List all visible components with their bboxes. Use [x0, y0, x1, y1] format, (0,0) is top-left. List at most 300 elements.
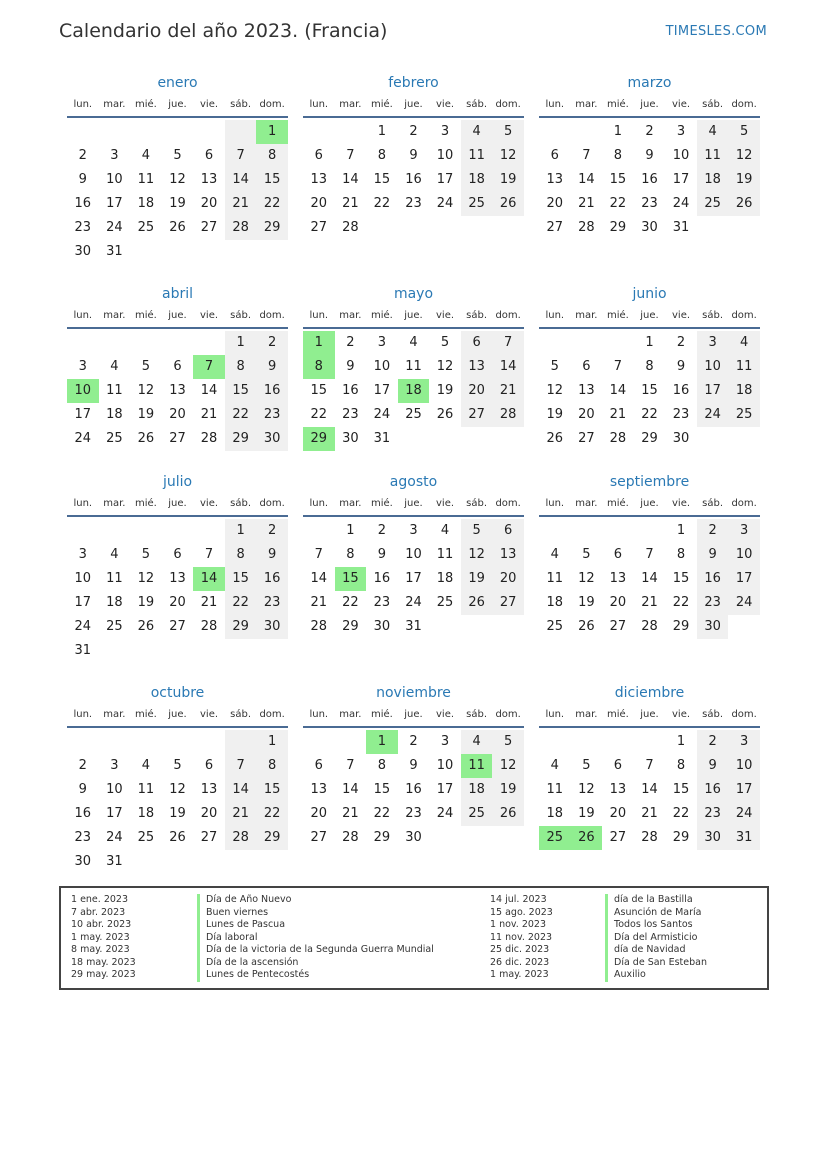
calendar-day[interactable]: 23 — [672, 407, 690, 422]
calendar-day[interactable]: 27 — [310, 220, 328, 235]
calendar-day[interactable]: 1 — [377, 124, 387, 139]
holiday-day[interactable]: 26 — [571, 826, 603, 850]
calendar-day[interactable]: 12 — [492, 144, 524, 168]
calendar-day[interactable]: 4 — [461, 120, 493, 144]
calendar-day[interactable]: 11 — [436, 547, 454, 562]
calendar-day[interactable]: 25 — [137, 220, 155, 235]
calendar-day[interactable]: 7 — [613, 359, 623, 374]
calendar-day[interactable]: 30 — [672, 431, 690, 446]
calendar-day[interactable]: 21 — [200, 595, 218, 610]
calendar-day[interactable]: 2 — [409, 124, 418, 139]
calendar-day[interactable]: 11 — [137, 782, 155, 797]
calendar-day[interactable]: 20 — [310, 196, 328, 211]
calendar-day[interactable]: 2 — [78, 148, 87, 163]
calendar-day[interactable]: 21 — [609, 407, 627, 422]
calendar-day[interactable]: 3 — [440, 124, 450, 139]
calendar-day[interactable]: 12 — [169, 782, 186, 797]
calendar-day[interactable]: 28 — [641, 830, 658, 845]
calendar-day[interactable]: 19 — [169, 806, 186, 821]
calendar-day[interactable]: 24 — [373, 407, 391, 422]
calendar-day[interactable]: 3 — [78, 547, 87, 562]
calendar-day[interactable]: 14 — [200, 383, 218, 398]
calendar-day[interactable]: 27 — [492, 591, 524, 615]
calendar-day[interactable]: 25 — [697, 192, 729, 216]
calendar-day[interactable]: 24 — [74, 431, 92, 446]
calendar-day[interactable]: 3 — [676, 124, 686, 139]
calendar-day[interactable]: 30 — [256, 427, 288, 451]
calendar-day[interactable]: 27 — [461, 403, 493, 427]
calendar-day[interactable]: 7 — [314, 547, 323, 562]
calendar-day[interactable]: 2 — [645, 124, 654, 139]
calendar-day[interactable]: 30 — [697, 615, 729, 639]
calendar-day[interactable]: 27 — [546, 220, 564, 235]
calendar-day[interactable]: 1 — [225, 331, 257, 355]
holiday-day[interactable]: 1 — [366, 730, 398, 754]
calendar-day[interactable]: 11 — [405, 359, 422, 374]
holiday-day[interactable]: 11 — [461, 754, 493, 778]
calendar-day[interactable]: 5 — [461, 519, 493, 543]
calendar-day[interactable]: 9 — [409, 758, 418, 773]
calendar-day[interactable]: 26 — [137, 431, 155, 446]
calendar-day[interactable]: 17 — [405, 571, 422, 586]
holiday-day[interactable]: 10 — [67, 379, 99, 403]
calendar-day[interactable]: 25 — [461, 192, 493, 216]
calendar-day[interactable]: 16 — [641, 172, 658, 187]
calendar-day[interactable]: 30 — [641, 220, 658, 235]
calendar-day[interactable]: 29 — [225, 615, 257, 639]
calendar-day[interactable]: 4 — [110, 359, 119, 374]
calendar-day[interactable]: 2 — [78, 758, 87, 773]
calendar-day[interactable]: 17 — [728, 567, 760, 591]
calendar-day[interactable]: 24 — [405, 595, 422, 610]
calendar-day[interactable]: 23 — [405, 806, 422, 821]
holiday-day[interactable]: 1 — [256, 120, 288, 144]
calendar-day[interactable]: 8 — [645, 359, 654, 374]
calendar-day[interactable]: 18 — [546, 806, 564, 821]
calendar-day[interactable]: 17 — [697, 379, 729, 403]
calendar-day[interactable]: 25 — [436, 595, 454, 610]
calendar-day[interactable]: 2 — [377, 523, 387, 538]
calendar-day[interactable]: 15 — [225, 379, 257, 403]
calendar-day[interactable]: 8 — [225, 355, 257, 379]
calendar-day[interactable]: 20 — [578, 407, 595, 422]
calendar-day[interactable]: 11 — [728, 355, 760, 379]
calendar-day[interactable]: 13 — [609, 571, 627, 586]
calendar-day[interactable]: 2 — [697, 519, 729, 543]
calendar-day[interactable]: 22 — [256, 192, 288, 216]
calendar-day[interactable]: 15 — [672, 782, 690, 797]
calendar-day[interactable]: 4 — [110, 547, 119, 562]
calendar-day[interactable]: 9 — [346, 359, 355, 374]
calendar-day[interactable]: 28 — [342, 830, 359, 845]
calendar-day[interactable]: 19 — [578, 806, 595, 821]
calendar-day[interactable]: 15 — [225, 567, 257, 591]
calendar-day[interactable]: 9 — [377, 547, 387, 562]
calendar-day[interactable]: 19 — [492, 778, 524, 802]
calendar-day[interactable]: 28 — [200, 619, 218, 634]
holiday-day[interactable]: 8 — [303, 355, 335, 379]
calendar-day[interactable]: 26 — [461, 591, 493, 615]
calendar-day[interactable]: 3 — [110, 758, 119, 773]
holiday-day[interactable]: 25 — [539, 826, 571, 850]
calendar-day[interactable]: 23 — [256, 591, 288, 615]
calendar-day[interactable]: 2 — [409, 734, 418, 749]
calendar-day[interactable]: 21 — [578, 196, 595, 211]
calendar-day[interactable]: 13 — [200, 782, 218, 797]
calendar-day[interactable]: 6 — [314, 148, 323, 163]
calendar-day[interactable]: 5 — [173, 148, 182, 163]
calendar-day[interactable]: 11 — [697, 144, 729, 168]
calendar-day[interactable]: 2 — [697, 730, 729, 754]
calendar-day[interactable]: 28 — [578, 220, 595, 235]
calendar-day[interactable]: 6 — [492, 519, 524, 543]
calendar-day[interactable]: 8 — [377, 148, 387, 163]
calendar-day[interactable]: 27 — [609, 830, 627, 845]
calendar-day[interactable]: 28 — [310, 619, 328, 634]
calendar-day[interactable]: 15 — [256, 778, 288, 802]
calendar-day[interactable]: 27 — [169, 431, 186, 446]
calendar-day[interactable]: 10 — [728, 543, 760, 567]
calendar-day[interactable]: 5 — [440, 335, 450, 350]
calendar-day[interactable]: 16 — [74, 196, 92, 211]
calendar-day[interactable]: 20 — [169, 407, 186, 422]
calendar-day[interactable]: 29 — [342, 619, 359, 634]
calendar-day[interactable]: 1 — [645, 335, 654, 350]
calendar-day[interactable]: 23 — [697, 591, 729, 615]
calendar-day[interactable]: 8 — [676, 547, 686, 562]
calendar-day[interactable]: 3 — [440, 734, 450, 749]
calendar-day[interactable]: 16 — [256, 567, 288, 591]
calendar-day[interactable]: 18 — [697, 168, 729, 192]
calendar-day[interactable]: 20 — [546, 196, 564, 211]
calendar-day[interactable]: 21 — [342, 806, 359, 821]
calendar-day[interactable]: 12 — [578, 782, 595, 797]
calendar-day[interactable]: 7 — [582, 148, 591, 163]
calendar-day[interactable]: 4 — [141, 758, 151, 773]
calendar-day[interactable]: 9 — [697, 754, 729, 778]
calendar-day[interactable]: 15 — [641, 383, 658, 398]
calendar-day[interactable]: 17 — [672, 172, 690, 187]
calendar-day[interactable]: 22 — [373, 806, 391, 821]
calendar-day[interactable]: 12 — [578, 571, 595, 586]
calendar-day[interactable]: 13 — [492, 543, 524, 567]
calendar-day[interactable]: 26 — [169, 830, 186, 845]
calendar-day[interactable]: 20 — [609, 806, 627, 821]
calendar-day[interactable]: 4 — [550, 758, 559, 773]
calendar-day[interactable]: 9 — [645, 148, 654, 163]
calendar-day[interactable]: 2 — [256, 519, 288, 543]
calendar-day[interactable]: 25 — [106, 619, 123, 634]
calendar-day[interactable]: 27 — [609, 619, 627, 634]
calendar-day[interactable]: 18 — [546, 595, 564, 610]
calendar-day[interactable]: 17 — [74, 595, 92, 610]
calendar-day[interactable]: 7 — [645, 547, 654, 562]
calendar-day[interactable]: 10 — [106, 172, 123, 187]
calendar-day[interactable]: 11 — [106, 383, 123, 398]
calendar-day[interactable]: 11 — [461, 144, 493, 168]
calendar-day[interactable]: 8 — [346, 547, 355, 562]
calendar-day[interactable]: 16 — [405, 782, 422, 797]
calendar-day[interactable]: 1 — [346, 523, 355, 538]
calendar-day[interactable]: 30 — [342, 431, 359, 446]
calendar-day[interactable]: 5 — [582, 547, 591, 562]
calendar-day[interactable]: 14 — [225, 168, 257, 192]
calendar-day[interactable]: 24 — [672, 196, 690, 211]
calendar-day[interactable]: 29 — [373, 830, 391, 845]
calendar-day[interactable]: 21 — [641, 595, 658, 610]
calendar-day[interactable]: 22 — [225, 403, 257, 427]
calendar-day[interactable]: 20 — [200, 806, 218, 821]
calendar-day[interactable]: 23 — [641, 196, 658, 211]
calendar-day[interactable]: 30 — [697, 826, 729, 850]
calendar-day[interactable]: 26 — [728, 192, 760, 216]
calendar-day[interactable]: 1 — [225, 519, 257, 543]
calendar-day[interactable]: 6 — [613, 758, 623, 773]
calendar-day[interactable]: 16 — [342, 383, 359, 398]
holiday-day[interactable]: 14 — [193, 567, 225, 591]
calendar-day[interactable]: 21 — [225, 802, 257, 826]
calendar-day[interactable]: 13 — [200, 172, 218, 187]
calendar-day[interactable]: 21 — [200, 407, 218, 422]
calendar-day[interactable]: 25 — [546, 619, 564, 634]
calendar-day[interactable]: 29 — [609, 220, 627, 235]
calendar-day[interactable]: 7 — [492, 331, 524, 355]
calendar-day[interactable]: 20 — [200, 196, 218, 211]
calendar-day[interactable]: 8 — [613, 148, 623, 163]
calendar-day[interactable]: 29 — [256, 826, 288, 850]
calendar-day[interactable]: 10 — [672, 148, 690, 163]
calendar-day[interactable]: 14 — [492, 355, 524, 379]
calendar-day[interactable]: 7 — [346, 758, 355, 773]
calendar-day[interactable]: 17 — [436, 172, 454, 187]
calendar-day[interactable]: 1 — [676, 734, 686, 749]
calendar-day[interactable]: 24 — [728, 591, 760, 615]
calendar-day[interactable]: 19 — [492, 168, 524, 192]
calendar-day[interactable]: 15 — [373, 782, 391, 797]
calendar-day[interactable]: 21 — [310, 595, 328, 610]
holiday-day[interactable]: 18 — [398, 379, 430, 403]
calendar-day[interactable]: 13 — [461, 355, 493, 379]
calendar-day[interactable]: 31 — [106, 244, 123, 259]
calendar-day[interactable]: 5 — [141, 359, 151, 374]
calendar-day[interactable]: 19 — [169, 196, 186, 211]
calendar-day[interactable]: 30 — [373, 619, 391, 634]
calendar-day[interactable]: 28 — [641, 619, 658, 634]
calendar-day[interactable]: 5 — [550, 359, 559, 374]
calendar-day[interactable]: 4 — [141, 148, 151, 163]
calendar-day[interactable]: 11 — [106, 571, 123, 586]
calendar-day[interactable]: 18 — [461, 778, 493, 802]
calendar-day[interactable]: 26 — [137, 619, 155, 634]
calendar-day[interactable]: 10 — [106, 782, 123, 797]
calendar-day[interactable]: 3 — [728, 730, 760, 754]
calendar-day[interactable]: 3 — [409, 523, 418, 538]
calendar-day[interactable]: 6 — [582, 359, 591, 374]
holiday-day[interactable]: 29 — [303, 427, 335, 451]
calendar-day[interactable]: 18 — [461, 168, 493, 192]
calendar-day[interactable]: 28 — [342, 220, 359, 235]
calendar-day[interactable]: 27 — [200, 830, 218, 845]
calendar-day[interactable]: 13 — [169, 571, 186, 586]
calendar-day[interactable]: 10 — [697, 355, 729, 379]
calendar-day[interactable]: 5 — [173, 758, 182, 773]
holiday-day[interactable]: 7 — [193, 355, 225, 379]
calendar-day[interactable]: 18 — [137, 806, 155, 821]
calendar-day[interactable]: 16 — [256, 379, 288, 403]
calendar-day[interactable]: 26 — [492, 802, 524, 826]
calendar-day[interactable]: 26 — [169, 220, 186, 235]
calendar-day[interactable]: 12 — [137, 571, 155, 586]
calendar-day[interactable]: 29 — [256, 216, 288, 240]
calendar-day[interactable]: 7 — [346, 148, 355, 163]
calendar-day[interactable]: 25 — [405, 407, 422, 422]
calendar-day[interactable]: 15 — [672, 571, 690, 586]
calendar-day[interactable]: 28 — [200, 431, 218, 446]
calendar-day[interactable]: 21 — [225, 192, 257, 216]
calendar-day[interactable]: 31 — [74, 643, 92, 658]
calendar-day[interactable]: 21 — [641, 806, 658, 821]
calendar-day[interactable]: 26 — [546, 431, 564, 446]
calendar-day[interactable]: 23 — [405, 196, 422, 211]
calendar-day[interactable]: 9 — [409, 148, 418, 163]
calendar-day[interactable]: 30 — [74, 854, 92, 869]
calendar-day[interactable]: 23 — [342, 407, 359, 422]
calendar-day[interactable]: 18 — [137, 196, 155, 211]
calendar-day[interactable]: 19 — [137, 407, 155, 422]
calendar-day[interactable]: 21 — [492, 379, 524, 403]
calendar-day[interactable]: 16 — [697, 778, 729, 802]
calendar-day[interactable]: 29 — [672, 830, 690, 845]
calendar-day[interactable]: 13 — [578, 383, 595, 398]
calendar-day[interactable]: 19 — [137, 595, 155, 610]
calendar-day[interactable]: 23 — [697, 802, 729, 826]
calendar-day[interactable]: 14 — [225, 778, 257, 802]
calendar-day[interactable]: 29 — [225, 427, 257, 451]
calendar-day[interactable]: 22 — [672, 595, 690, 610]
calendar-day[interactable]: 3 — [377, 335, 387, 350]
calendar-day[interactable]: 7 — [225, 754, 257, 778]
calendar-day[interactable]: 6 — [314, 758, 323, 773]
calendar-day[interactable]: 6 — [173, 547, 182, 562]
calendar-day[interactable]: 26 — [578, 619, 595, 634]
calendar-day[interactable]: 25 — [106, 431, 123, 446]
calendar-day[interactable]: 18 — [106, 407, 123, 422]
calendar-day[interactable]: 31 — [728, 826, 760, 850]
calendar-day[interactable]: 22 — [641, 407, 658, 422]
calendar-day[interactable]: 19 — [546, 407, 564, 422]
calendar-day[interactable]: 9 — [676, 359, 686, 374]
calendar-day[interactable]: 24 — [436, 806, 454, 821]
calendar-day[interactable]: 10 — [436, 148, 454, 163]
calendar-day[interactable]: 9 — [78, 172, 87, 187]
calendar-day[interactable]: 8 — [256, 754, 288, 778]
calendar-day[interactable]: 18 — [436, 571, 454, 586]
calendar-day[interactable]: 4 — [440, 523, 450, 538]
calendar-day[interactable]: 31 — [106, 854, 123, 869]
calendar-day[interactable]: 8 — [676, 758, 686, 773]
calendar-day[interactable]: 28 — [225, 826, 257, 850]
calendar-day[interactable]: 24 — [697, 403, 729, 427]
calendar-day[interactable]: 7 — [225, 144, 257, 168]
calendar-day[interactable]: 12 — [169, 172, 186, 187]
calendar-day[interactable]: 16 — [373, 571, 391, 586]
calendar-day[interactable]: 31 — [405, 619, 422, 634]
calendar-day[interactable]: 13 — [609, 782, 627, 797]
calendar-day[interactable]: 1 — [676, 523, 686, 538]
calendar-day[interactable]: 15 — [609, 172, 627, 187]
calendar-day[interactable]: 20 — [310, 806, 328, 821]
calendar-day[interactable]: 17 — [74, 407, 92, 422]
calendar-day[interactable]: 3 — [110, 148, 119, 163]
calendar-day[interactable]: 17 — [373, 383, 391, 398]
calendar-day[interactable]: 27 — [169, 619, 186, 634]
calendar-day[interactable]: 3 — [728, 519, 760, 543]
calendar-day[interactable]: 24 — [74, 619, 92, 634]
calendar-day[interactable]: 9 — [78, 782, 87, 797]
calendar-day[interactable]: 22 — [373, 196, 391, 211]
calendar-day[interactable]: 12 — [461, 543, 493, 567]
holiday-day[interactable]: 15 — [335, 567, 367, 591]
calendar-day[interactable]: 2 — [256, 331, 288, 355]
calendar-day[interactable]: 14 — [310, 571, 328, 586]
calendar-day[interactable]: 10 — [436, 758, 454, 773]
calendar-day[interactable]: 20 — [492, 567, 524, 591]
calendar-day[interactable]: 22 — [672, 806, 690, 821]
calendar-day[interactable]: 5 — [141, 547, 151, 562]
calendar-day[interactable]: 3 — [697, 331, 729, 355]
calendar-day[interactable]: 17 — [436, 782, 454, 797]
calendar-day[interactable]: 15 — [310, 383, 328, 398]
calendar-day[interactable]: 23 — [256, 403, 288, 427]
calendar-day[interactable]: 26 — [436, 407, 454, 422]
calendar-day[interactable]: 10 — [405, 547, 422, 562]
calendar-day[interactable]: 24 — [106, 220, 123, 235]
calendar-day[interactable]: 14 — [641, 782, 658, 797]
calendar-day[interactable]: 29 — [641, 431, 658, 446]
calendar-day[interactable]: 7 — [204, 547, 214, 562]
calendar-day[interactable]: 15 — [373, 172, 391, 187]
calendar-day[interactable]: 27 — [310, 830, 328, 845]
calendar-day[interactable]: 8 — [256, 144, 288, 168]
calendar-day[interactable]: 20 — [461, 379, 493, 403]
calendar-day[interactable]: 23 — [74, 220, 92, 235]
calendar-day[interactable]: 19 — [578, 595, 595, 610]
calendar-day[interactable]: 23 — [74, 830, 92, 845]
calendar-day[interactable]: 17 — [106, 196, 123, 211]
calendar-day[interactable]: 7 — [645, 758, 654, 773]
calendar-day[interactable]: 14 — [609, 383, 627, 398]
calendar-day[interactable]: 12 — [728, 144, 760, 168]
calendar-day[interactable]: 8 — [377, 758, 387, 773]
calendar-day[interactable]: 28 — [492, 403, 524, 427]
calendar-day[interactable]: 20 — [169, 595, 186, 610]
calendar-day[interactable]: 6 — [173, 359, 182, 374]
calendar-day[interactable]: 24 — [436, 196, 454, 211]
calendar-day[interactable]: 18 — [106, 595, 123, 610]
calendar-day[interactable]: 22 — [256, 802, 288, 826]
calendar-day[interactable]: 17 — [106, 806, 123, 821]
calendar-day[interactable]: 30 — [256, 615, 288, 639]
calendar-day[interactable]: 14 — [342, 782, 359, 797]
calendar-day[interactable]: 16 — [672, 383, 690, 398]
calendar-day[interactable]: 4 — [728, 331, 760, 355]
calendar-day[interactable]: 4 — [409, 335, 418, 350]
calendar-day[interactable]: 4 — [550, 547, 559, 562]
calendar-day[interactable]: 29 — [672, 619, 690, 634]
calendar-day[interactable]: 11 — [546, 782, 564, 797]
calendar-day[interactable]: 6 — [204, 758, 214, 773]
calendar-day[interactable]: 14 — [578, 172, 595, 187]
